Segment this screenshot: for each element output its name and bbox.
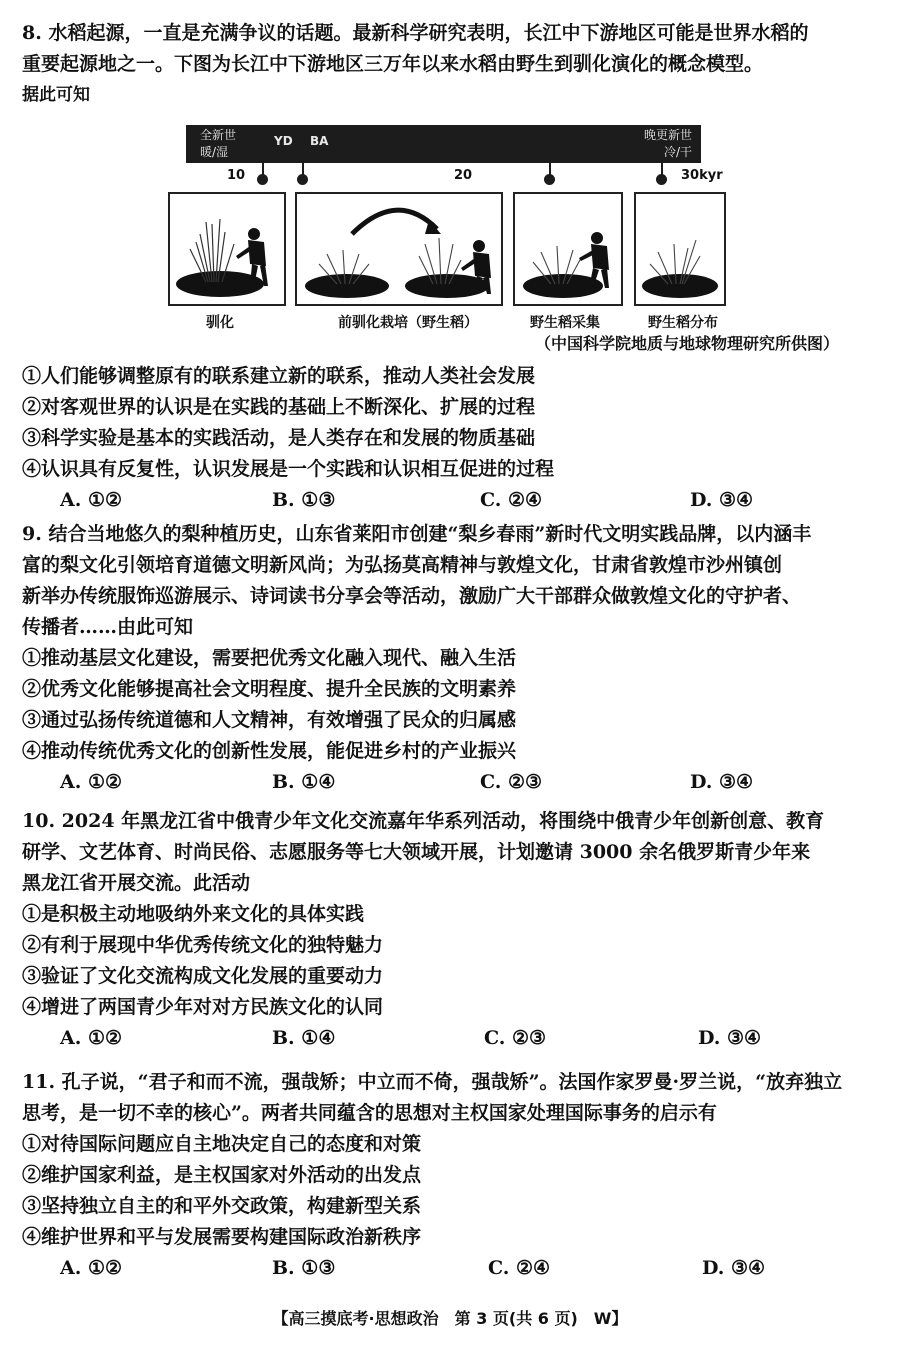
rice-domestication-figure [168, 122, 728, 334]
q10-option-4: ④增进了两国青少年对对方民族文化的认同 [22, 996, 384, 1018]
q9-choice-b[interactable]: B. ①④ [272, 771, 336, 793]
q11-stem-line: 11. 孔子说，“君子和而不流，强哉矫；中立而不倚，强哉矫”。法国作家罗曼·罗兰说，“放弃独立 [22, 1071, 843, 1093]
q8-stem-line: 重要起源地之一。下图为长江中下游地区三万年以来水稻由野生到驯化演化的概念模型。 [22, 53, 764, 75]
q10-option-3: ③验证了文化交流构成文化发展的重要动力 [22, 965, 384, 987]
q9-choice-a[interactable]: A. ①② [60, 771, 123, 793]
question-8 [22, 18, 882, 111]
tick-30kyr: 30kyr [681, 168, 723, 183]
q9-stem-line: 9. 结合当地悠久的梨种植历史，山东省莱阳市创建“梨乡春雨”新时代文明实践品牌，以内涵丰 [22, 523, 812, 545]
q10-choice-b[interactable]: B. ①④ [272, 1027, 336, 1049]
tick-10kyr: 10 [227, 168, 246, 183]
q8-stem-line: 8. 水稻起源，一直是充满争议的话题。最新科学研究表明，长江中下游地区可能是世界水稻的 [22, 22, 809, 44]
q9-choice-d[interactable]: D. ③④ [690, 771, 754, 793]
label-pre-domestication: 前驯化栽培（野生稻） [338, 315, 478, 331]
q9-option-1: ①推动基层文化建设，需要把优秀文化融入现代、融入生活 [22, 647, 517, 669]
timeline-pin-dot [656, 174, 667, 185]
question-9 [22, 519, 882, 798]
question-10 [22, 806, 882, 1054]
q8-stem-line: 据此可知 [22, 85, 90, 105]
q8-choice-b[interactable]: B. ①③ [272, 489, 336, 511]
wild-distribution-illustration [636, 194, 724, 304]
q11-option-3: ③坚持独立自主的和平外交政策，构建新型关系 [22, 1195, 422, 1217]
label-wild-gathering: 野生稻采集 [530, 315, 600, 331]
q11-stem-line: 思考，是一切不幸的核心”。两者共同蕴含的思想对主权国家处理国际事务的启示有 [22, 1102, 717, 1124]
question-11 [22, 1067, 882, 1284]
q8-option-2: ②对客观世界的认识是在实践的基础上不断深化、扩展的过程 [22, 396, 536, 418]
q9-option-3: ③通过弘扬传统道德和人文精神，有效增强了民众的归属感 [22, 709, 517, 731]
late-pleistocene-label: 晚更新世 [644, 128, 693, 142]
q8-options [22, 361, 882, 516]
q9-option-2: ②优秀文化能够提高社会文明程度、提升全民族的文明素养 [22, 678, 517, 700]
panel-domestication [168, 192, 286, 306]
q8-option-1: ①人们能够调整原有的联系建立新的联系，推动人类社会发展 [22, 365, 536, 387]
warm-wet-label: 暖/湿 [200, 145, 229, 159]
ba-label: BA [310, 134, 329, 148]
q10-choice-c[interactable]: C. ②③ [484, 1027, 547, 1049]
holocene-label: 全新世 [200, 128, 237, 142]
q10-stem-line: 研学、文艺体育、时尚民俗、志愿服务等七大领域开展，计划邀请 3000 余名俄罗斯青少年来 [22, 841, 811, 863]
q11-choice-c[interactable]: C. ②④ [488, 1257, 551, 1279]
q9-choices [22, 767, 882, 798]
q10-stem-line: 黑龙江省开展交流。此活动 [22, 872, 251, 894]
yd-label: YD [274, 134, 293, 148]
q9-stem-line: 富的梨文化引领培育道德文明新风尚；为弘扬莫高精神与敦煌文化，甘肃省敦煌市沙州镇创 [22, 554, 783, 576]
page-footer: 【高三摸底考·思想政治 第 3 页(共 6 页) W】 [272, 1309, 628, 1328]
q8-option-3: ③科学实验是基本的实践活动，是人类存在和发展的物质基础 [22, 427, 536, 449]
panel-wild-gathering [513, 192, 623, 306]
q10-choices [22, 1023, 882, 1054]
q9-stem-line: 新举办传统服饰巡游展示、诗词读书分享会等活动，激励广大干部群众做敦煌文化的守护者、 [22, 585, 802, 607]
q10-option-2: ②有利于展现中华优秀传统文化的独特魅力 [22, 934, 384, 956]
figure-source: （中国科学院地质与地球物理研究所供图） [535, 334, 840, 353]
q10-stem-line: 10. 2024 年黑龙江省中俄青少年文化交流嘉年华系列活动，将围绕中俄青少年创新创意、教育 [22, 810, 825, 832]
q8-choice-c[interactable]: C. ②④ [480, 489, 543, 511]
label-domestication: 驯化 [206, 315, 234, 331]
panel-pre-domestication [295, 192, 503, 306]
wild-gathering-illustration [515, 194, 621, 304]
q11-choice-d[interactable]: D. ③④ [702, 1257, 766, 1279]
q9-option-4: ④推动传统优秀文化的创新性发展，能促进乡村的产业振兴 [22, 740, 517, 762]
timeline-bar [186, 125, 701, 163]
timeline-pin-dot [544, 174, 555, 185]
cold-dry-label: 冷/干 [664, 145, 693, 159]
q11-option-2: ②维护国家利益，是主权国家对外活动的出发点 [22, 1164, 422, 1186]
q9-stem-line: 传播者……由此可知 [22, 616, 194, 638]
q10-choice-d[interactable]: D. ③④ [698, 1027, 762, 1049]
q8-option-4: ④认识具有反复性，认识发展是一个实践和认识相互促进的过程 [22, 458, 555, 480]
q11-choice-a[interactable]: A. ①② [60, 1257, 123, 1279]
tick-20kyr: 20 [454, 168, 473, 183]
q10-option-1: ①是积极主动地吸纳外来文化的具体实践 [22, 903, 365, 925]
q11-option-4: ④维护世界和平与发展需要构建国际政治新秩序 [22, 1226, 422, 1248]
pre-domestication-illustration [297, 194, 501, 304]
timeline-pin-dot [257, 174, 268, 185]
panel-wild-distribution [634, 192, 726, 306]
domestication-illustration [170, 194, 284, 304]
q8-choice-a[interactable]: A. ①② [60, 489, 123, 511]
q10-choice-a[interactable]: A. ①② [60, 1027, 123, 1049]
q11-choices [22, 1253, 882, 1284]
q11-choice-b[interactable]: B. ①③ [272, 1257, 336, 1279]
q9-choice-c[interactable]: C. ②③ [480, 771, 543, 793]
label-wild-distribution: 野生稻分布 [648, 315, 718, 331]
timeline-pin-dot [297, 174, 308, 185]
q11-option-1: ①对待国际问题应自主地决定自己的态度和对策 [22, 1133, 422, 1155]
q8-choices [22, 485, 882, 516]
q8-choice-d[interactable]: D. ③④ [690, 489, 754, 511]
